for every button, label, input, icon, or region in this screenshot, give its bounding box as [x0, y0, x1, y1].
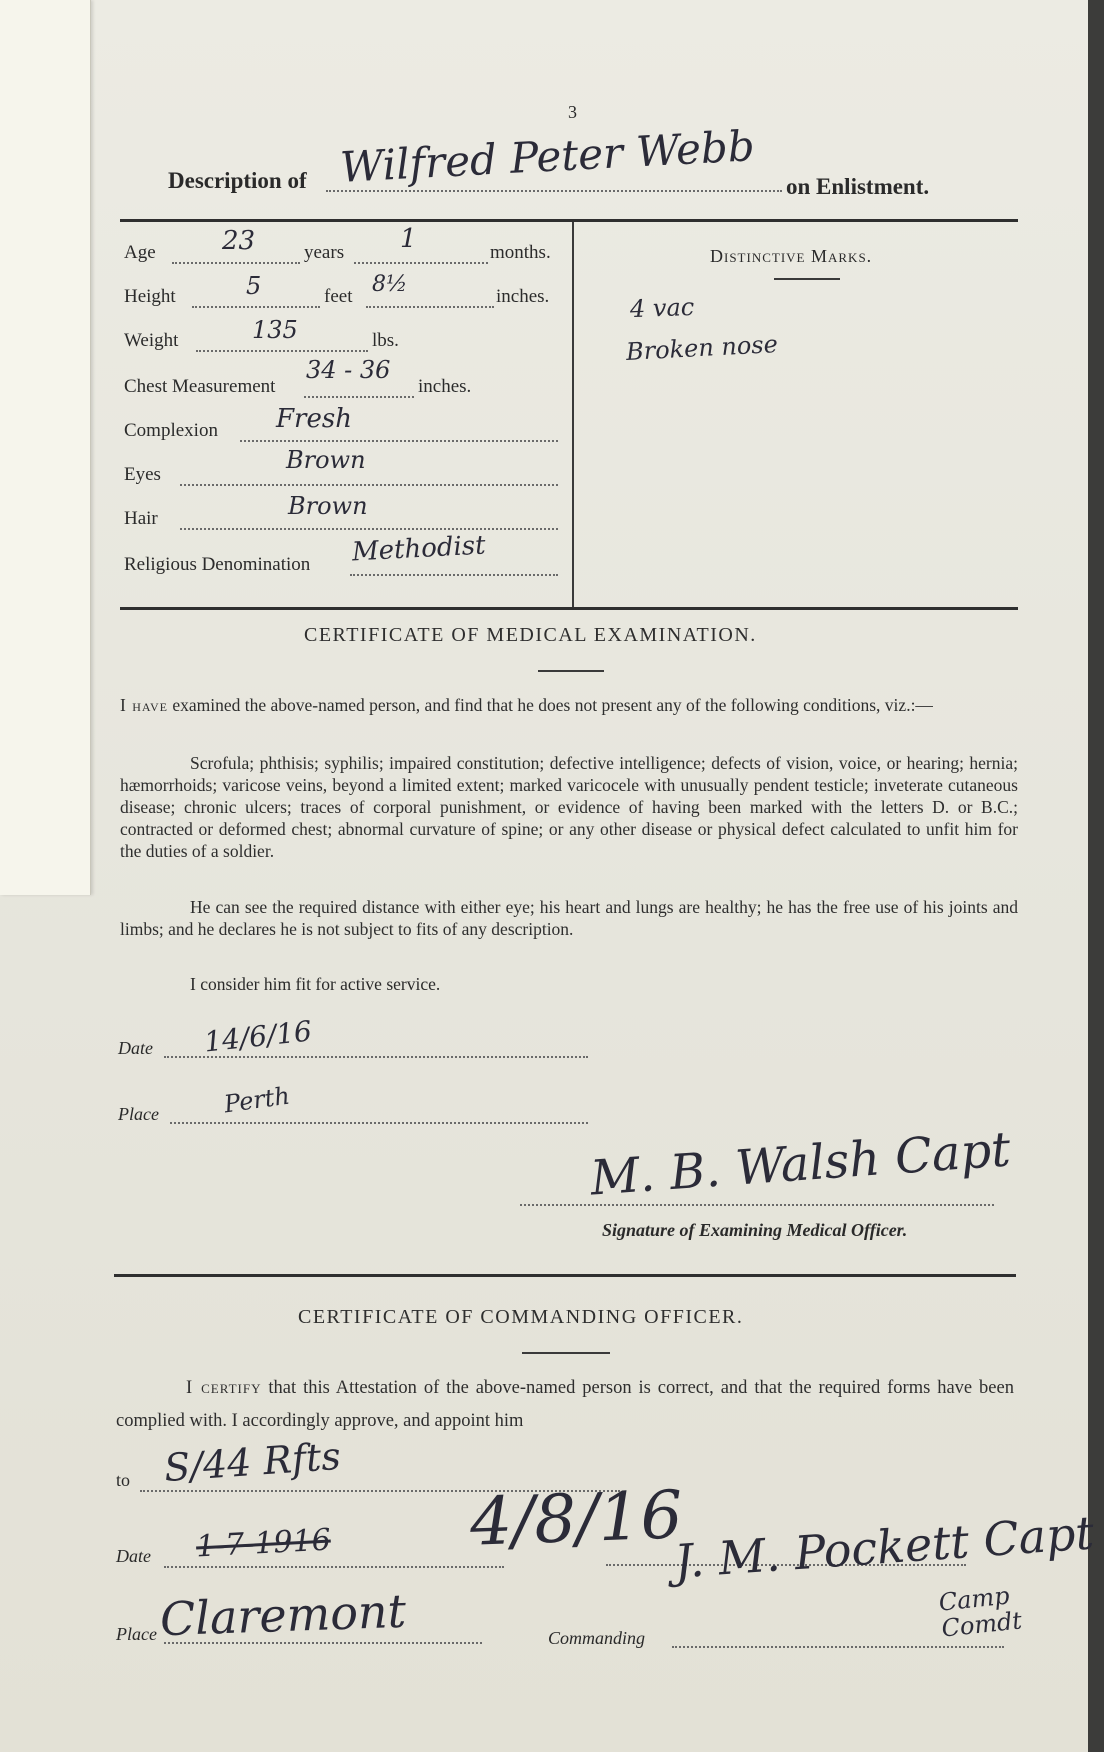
medical-place-line — [170, 1122, 588, 1124]
chest-label: Chest Measurement — [124, 376, 276, 397]
religion-label: Religious Denomination — [124, 554, 311, 575]
medical-heading: CERTIFICATE OF MEDICAL EXAMINATION. — [304, 624, 757, 646]
complexion-value: Fresh — [276, 404, 352, 434]
commanding-heading-rule — [522, 1352, 610, 1354]
distinctive-marks-rule — [774, 278, 840, 280]
years-label: years — [304, 242, 345, 263]
commanding-role-line — [672, 1646, 1004, 1648]
age-years-line — [172, 262, 300, 264]
commanding-place-value: Claremont — [159, 1583, 407, 1647]
section-divider-rule — [114, 1274, 1016, 1277]
attached-paper-tab — [0, 0, 91, 895]
medical-place-label: Place — [118, 1104, 159, 1124]
weight-label: Weight — [124, 330, 179, 351]
age-years-value: 23 — [222, 226, 256, 256]
page-number: 3 — [568, 102, 577, 122]
commanding-intro-text: that this Attestation of the above-named person is correct, and that the required forms have been complied with. I accordingly approve, and appoint him — [116, 1378, 1014, 1431]
commanding-to-label: to — [116, 1470, 131, 1490]
medical-heading-rule — [538, 670, 604, 672]
description-suffix: on Enlistment. — [786, 174, 930, 199]
commanding-to-value: S/44 Rfts — [162, 1433, 343, 1491]
height-feet-value: 5 — [246, 272, 262, 300]
commanding-date-value: 4/8/16 — [468, 1476, 684, 1561]
commanding-date-line — [164, 1566, 504, 1568]
medical-signature-caption: Signature of Examining Medical Officer. — [602, 1220, 908, 1240]
medical-intro-text: examined the above-named person, and find that he does not present any of the following conditions, viz.:— — [172, 695, 933, 715]
commanding-signature: J. M. Pockett Capt — [672, 1505, 1096, 1589]
distinctive-mark-1: 4 vac — [629, 292, 695, 324]
age-months-value: 1 — [400, 224, 417, 254]
name-dotted-line — [326, 190, 782, 192]
eyes-line — [180, 484, 558, 486]
age-months-line — [354, 262, 488, 264]
religion-value: Methodist — [351, 530, 487, 568]
medical-eyesight: He can see the required distance with either eye; his heart and lungs are healthy; he has the free use of his joints and limbs; and he declares he is not subject to fits of any description. — [120, 897, 1018, 939]
table-top-rule — [120, 219, 1018, 222]
distinctive-mark-2: Broken nose — [625, 330, 779, 366]
table-bottom-rule — [120, 607, 1018, 610]
commanding-heading: CERTIFICATE OF COMMANDING OFFICER. — [298, 1306, 744, 1328]
distinctive-marks-heading: Distinctive Marks. — [710, 246, 873, 266]
hair-label: Hair — [124, 508, 158, 529]
commanding-intro — [116, 1372, 1014, 1438]
commanding-intro-caps: I certify — [186, 1378, 262, 1398]
medical-place-value: Perth — [222, 1081, 292, 1119]
chest-value: 34 - 36 — [306, 356, 391, 384]
complexion-line — [240, 440, 558, 442]
medical-date-value: 14/6/16 — [202, 1014, 314, 1059]
complexion-label: Complexion — [124, 420, 218, 441]
medical-conditions: Scrofula; phthisis; syphilis; impaired constitution; defective intelligence; defects of vision, voice, or hearing; hernia; hæmorrhoids; varicose veins, beyond a limited extent; marked varicocele with unusually pendent testicle; inveterate cutaneous disease; chronic ulcers; traces of corporal punishment, or evidence of having been marked with the letters D. or B.C.; contracted or deformed chest; abnormal curvature of spine; or any other disease or physical defect calculated to unfit him for the duties of a soldier. — [120, 753, 1018, 861]
religion-line — [350, 574, 558, 576]
height-inches-line — [366, 306, 494, 308]
medical-date-label: Date — [118, 1038, 153, 1058]
medical-signature-line — [520, 1204, 994, 1206]
commanding-date-struck: 1-7-1916 — [195, 1522, 332, 1565]
chest-inches-label: inches. — [418, 376, 472, 397]
description-prefix: Description of — [168, 168, 307, 193]
weight-value: 135 — [252, 316, 298, 344]
commanding-role-value: Camp Comdt — [937, 1581, 1024, 1643]
eyes-label: Eyes — [124, 464, 161, 485]
feet-label: feet — [324, 286, 353, 307]
age-label: Age — [124, 242, 156, 263]
lbs-label: lbs. — [372, 330, 399, 351]
hair-value: Brown — [288, 492, 368, 520]
table-divider — [572, 222, 574, 607]
height-label: Height — [124, 286, 176, 307]
medical-fit-statement: I consider him fit for active service. — [190, 974, 441, 994]
medical-date-line — [164, 1056, 588, 1058]
commanding-date-label: Date — [116, 1546, 151, 1566]
page-edge — [1088, 0, 1104, 1752]
eyes-value: Brown — [286, 446, 366, 474]
enlistee-name: Wilfred Peter Webb — [339, 121, 756, 192]
hair-line — [180, 528, 558, 530]
inches-label: inches. — [496, 286, 550, 307]
commanding-place-label: Place — [116, 1624, 157, 1644]
weight-line — [196, 350, 368, 352]
months-label: months. — [490, 242, 551, 263]
chest-line — [304, 396, 414, 398]
medical-intro-caps: I have — [120, 695, 168, 715]
medical-signature: M. B. Walsh Capt — [588, 1121, 1013, 1207]
height-feet-line — [192, 306, 320, 308]
medical-intro — [120, 694, 1018, 716]
commanding-label: Commanding — [548, 1628, 646, 1648]
height-inches-value: 8½ — [372, 272, 408, 297]
